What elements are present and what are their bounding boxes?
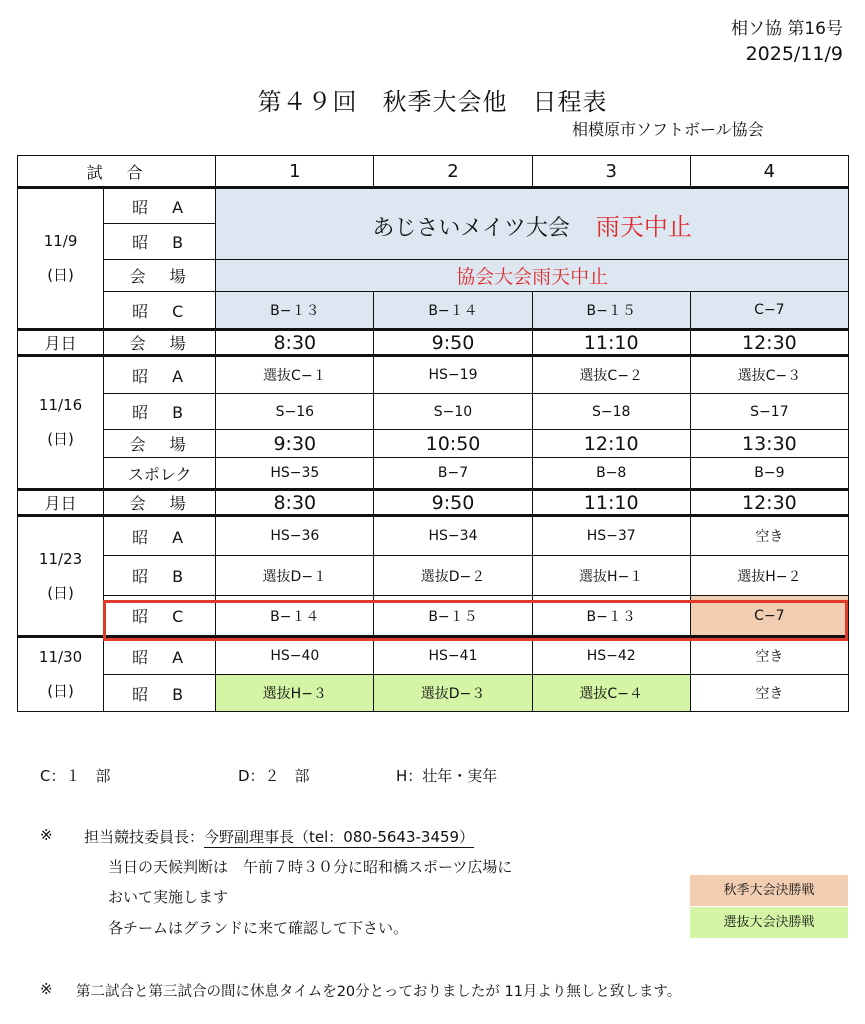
table-row — [18, 675, 849, 712]
row-label: 会 場 — [104, 330, 216, 356]
header-row — [18, 156, 849, 188]
row-label: 昭 A — [104, 637, 216, 675]
game-cell: 空き — [690, 637, 848, 675]
game-cell: 選抜D−２ — [374, 556, 532, 596]
row-label: 会 場 — [104, 260, 216, 292]
row-label: 会 場 — [104, 430, 216, 458]
header-label: 試 合 — [18, 156, 216, 188]
date-cell — [18, 516, 104, 637]
date-text: 11/9 — [43, 232, 78, 250]
table-row — [18, 556, 849, 596]
legend-h: H：壮年・実年 — [396, 767, 498, 785]
date-text: 11/23 — [38, 549, 83, 568]
start-time: 11:10 — [532, 330, 690, 356]
start-time: 12:30 — [690, 490, 848, 516]
game-cell: HS−40 — [216, 637, 374, 675]
game-cell: 空き — [690, 675, 848, 712]
weekday-text: (日) — [47, 583, 74, 602]
table-row — [18, 516, 849, 556]
date-cell — [18, 356, 104, 490]
start-time: 8:30 — [216, 490, 374, 516]
game-cell: 選抜H−２ — [690, 556, 848, 596]
date-text: 11/30 — [38, 648, 83, 666]
table-row — [18, 637, 849, 675]
game-cell: HS−41 — [374, 637, 532, 675]
legend-select-final: 選抜大会決勝戦 — [690, 907, 848, 938]
game-cell: B−１５ — [532, 292, 690, 330]
table-row — [18, 188, 849, 224]
game-cell: B−１３ — [216, 292, 374, 330]
row-label: 昭 B — [104, 675, 216, 712]
weekday-text: (日) — [47, 430, 74, 448]
date-text: 11/16 — [38, 396, 83, 414]
game-cell: 選抜D−３ — [374, 675, 532, 712]
game-cell: B−8 — [532, 458, 690, 490]
row-label: 月日 — [18, 490, 104, 516]
game-cell: B−7 — [374, 458, 532, 490]
note-line: 当日の天候判断は 午前７時３０分に昭和橋スポーツ広場に — [108, 858, 513, 876]
table-row — [18, 356, 849, 394]
row-label: 昭 A — [104, 356, 216, 394]
game-cell: S−17 — [690, 394, 848, 430]
legend-d: D：２ 部 — [238, 767, 310, 785]
game-cell: C−7 — [690, 292, 848, 330]
row-label: 昭 B — [104, 556, 216, 596]
game-cell: C−7 — [690, 596, 848, 637]
table-row — [18, 292, 849, 330]
game-cell: 選抜H−３ — [216, 675, 374, 712]
event-name: あじさいメイツ大会 — [372, 215, 570, 241]
game-cell: S−18 — [532, 394, 690, 430]
start-time: 9:50 — [374, 490, 532, 516]
start-time: 9:30 — [216, 430, 374, 458]
game-cell: B−１３ — [532, 596, 690, 637]
row-label: 昭 A — [104, 188, 216, 224]
legend-c: C：１ 部 — [40, 767, 111, 785]
game-number: 2 — [374, 156, 532, 188]
game-cell: HS−34 — [374, 516, 532, 556]
table-row — [18, 260, 849, 292]
weekday-text: (日) — [47, 682, 74, 700]
game-cell: B−9 — [690, 458, 848, 490]
game-cell: B−１５ — [374, 596, 532, 637]
row-label: 月日 — [18, 330, 104, 356]
row-label: 会 場 — [104, 490, 216, 516]
start-time: 10:50 — [374, 430, 532, 458]
game-cell: 空き — [690, 516, 848, 556]
game-cell: 選抜C−２ — [532, 356, 690, 394]
start-time: 13:30 — [690, 430, 848, 458]
game-cell: 選抜C−４ — [532, 675, 690, 712]
note-person: 今野副理事長（tel：080-5643-3459） — [204, 828, 475, 846]
game-cell: 選抜H−１ — [532, 556, 690, 596]
table-row — [18, 458, 849, 490]
game-cell: S−10 — [374, 394, 532, 430]
game-cell: HS−37 — [532, 516, 690, 556]
game-cell: HS−42 — [532, 637, 690, 675]
row-label: スポレク — [104, 458, 216, 490]
game-cell: B−１４ — [374, 292, 532, 330]
time-row — [18, 430, 849, 458]
row-label: 昭 B — [104, 224, 216, 260]
row-label: 昭 B — [104, 394, 216, 430]
row-label: 昭 A — [104, 516, 216, 556]
row-label: 昭 C — [104, 596, 216, 637]
game-number: 1 — [216, 156, 374, 188]
game-cell: B−１４ — [216, 596, 374, 637]
game-cell: HS−19 — [374, 356, 532, 394]
time-row — [18, 330, 849, 356]
start-time: 12:30 — [690, 330, 848, 356]
game-cell: 選抜C−３ — [690, 356, 848, 394]
game-cell: 選抜D−１ — [216, 556, 374, 596]
weekday-text: (日) — [47, 266, 74, 284]
start-time: 11:10 — [532, 490, 690, 516]
note-person-label: 担当競技委員長： — [84, 828, 205, 846]
game-cell: HS−35 — [216, 458, 374, 490]
organization-name: 相模原市ソフトボール協会 — [572, 120, 764, 139]
game-number: 3 — [532, 156, 690, 188]
start-time: 9:50 — [374, 330, 532, 356]
game-number: 4 — [690, 156, 848, 188]
footer-mark: ※ — [40, 980, 53, 998]
date-cell — [18, 188, 104, 330]
start-time: 8:30 — [216, 330, 374, 356]
note-person-line — [84, 826, 474, 847]
page-title: 第４９回 秋季大会他 日程表 — [257, 88, 608, 116]
table-row — [18, 394, 849, 430]
date-cell — [18, 637, 104, 712]
start-time: 12:10 — [532, 430, 690, 458]
game-cell: 選抜C−１ — [216, 356, 374, 394]
legend-autumn-final: 秋季大会決勝戦 — [690, 875, 848, 906]
event-status: 雨天中止 — [595, 212, 692, 241]
table-row — [18, 596, 849, 637]
game-cell: HS−36 — [216, 516, 374, 556]
document-number: 相ソ協 第16号 — [730, 19, 843, 39]
note-mark: ※ — [40, 826, 53, 844]
note-line: おいて実施します — [108, 888, 229, 906]
row-label: 昭 C — [104, 292, 216, 330]
event-cancel-cell — [216, 188, 849, 260]
footer-note: 第二試合と第三試合の間に休息タイムを20分とっておりましたが 11月より無しと致します。 — [76, 984, 682, 1000]
venue-note: 協会大会雨天中止 — [216, 260, 849, 292]
note-line: 各チームはグランドに来て確認して下さい。 — [108, 919, 409, 937]
time-row — [18, 490, 849, 516]
document-date: 2025/11/9 — [745, 43, 843, 65]
schedule-table — [17, 155, 849, 712]
game-cell: S−16 — [216, 394, 374, 430]
